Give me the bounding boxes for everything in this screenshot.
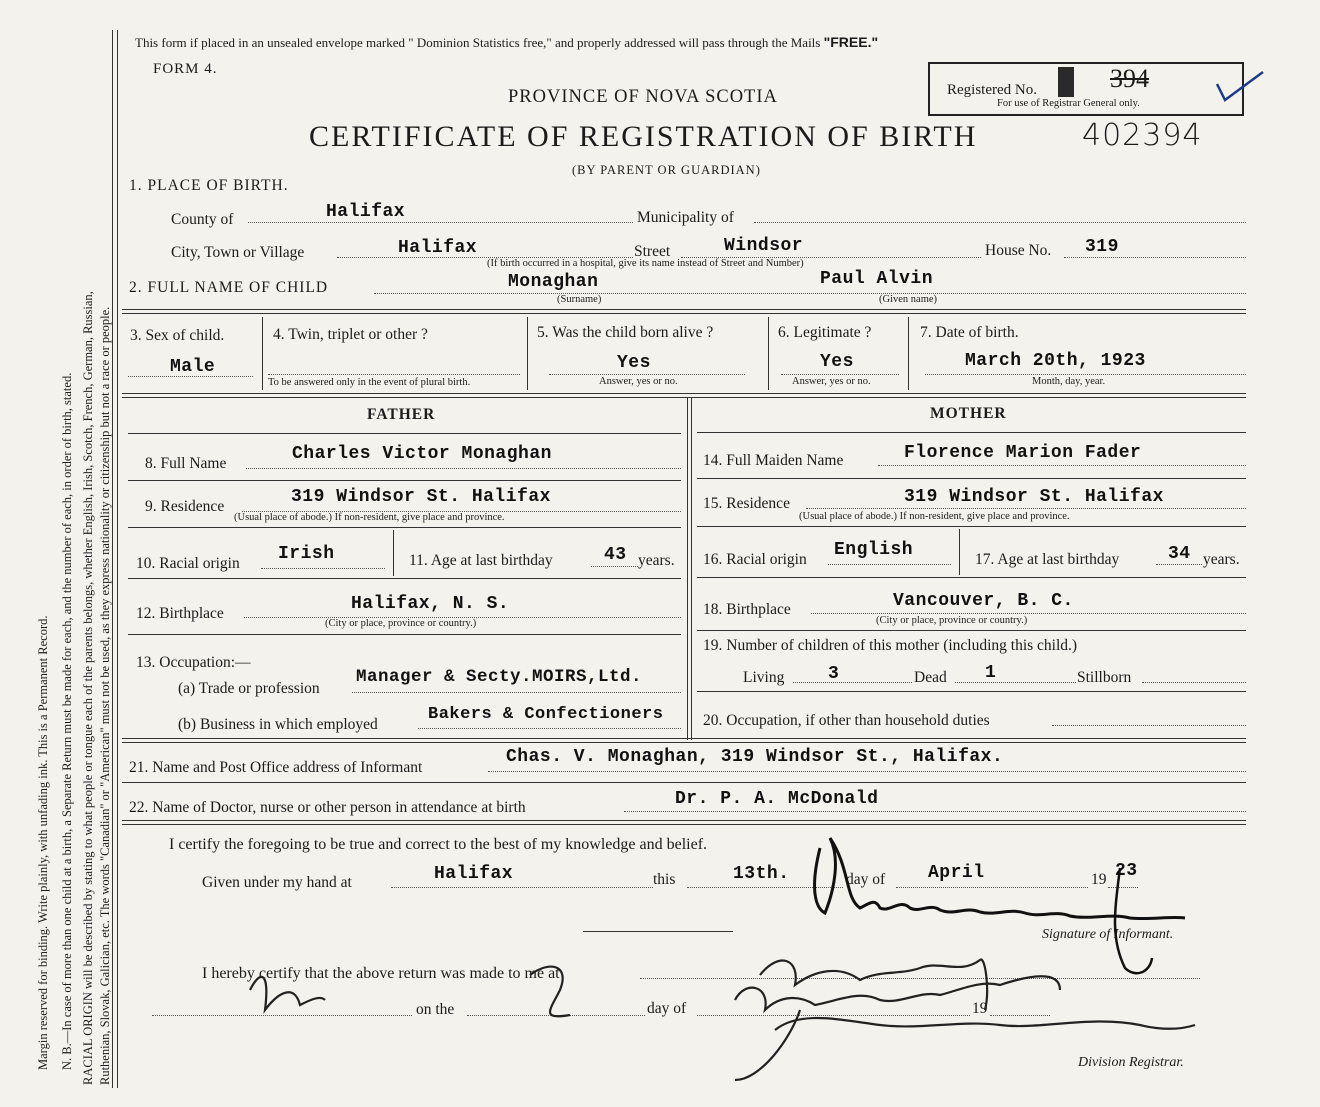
year-prefix: 19 [1091,871,1107,888]
house-number-label: House No. [985,242,1052,259]
mother-row-rule [697,691,1246,692]
informant-label: 21. Name and Post Office address of Informant [129,759,423,776]
mother-birthplace-value: Vancouver, B. C. [893,591,1074,611]
father-business-label: (b) Business in which employed [178,716,378,733]
mother-name-line [878,465,1246,466]
mail-free: "FREE." [823,34,879,50]
father-trade-label: (a) Trade or profession [178,680,320,697]
stillborn-label: Stillborn [1077,669,1132,686]
city-value: Halifax [398,238,478,258]
section-divider [122,738,1246,743]
registered-note: For use of Registrar General only. [997,98,1140,109]
mother-row-rule [697,478,1246,479]
children-count-label: 19. Number of children of this mother (including this child.) [703,637,1078,654]
legitimate-label: 6. Legitimate ? [778,324,872,341]
mother-birthplace-label: 18. Birthplace [703,601,791,618]
county-line [248,222,633,223]
house-number-value: 319 [1085,237,1119,257]
father-business-value: Bakers & Confectioners [428,705,664,724]
mother-residence-value: 319 Windsor St. Halifax [904,487,1164,507]
father-age-line [591,566,638,567]
row-divider [262,317,263,390]
father-heading: FATHER [367,406,436,423]
date-of-birth-hint: Month, day, year. [1032,376,1106,387]
hospital-note: (If birth occurred in a hospital, give its name instead of Street and Number) [487,258,804,269]
father-row-rule [128,578,681,579]
month-value: April [928,863,985,883]
mother-race-divider [959,529,960,575]
row-divider [768,317,769,390]
check-mark-icon [1215,68,1267,104]
sex-value: Male [170,357,216,377]
mother-birthplace-hint: (City or place, province or country.) [876,615,1028,626]
mother-residence-hint: (Usual place of abode.) If non-resident, give place and province. [799,511,1070,522]
father-residence-label: 9. Residence [145,498,225,515]
mother-row-rule [697,630,1246,631]
mother-occupation-label: 20. Occupation, if other than household duties [703,712,990,729]
mother-race-line [828,564,951,565]
living-label: Living [743,669,785,686]
county-label: County of [171,211,234,228]
father-race-value: Irish [278,544,335,564]
given-place-line [391,887,653,888]
father-age-value: 43 [604,545,627,565]
mother-age-unit: years. [1203,551,1240,568]
father-residence-hint: (Usual place of abode.) If non-resident, give place and province. [234,512,505,523]
registrar-on-the-label: on the [416,1001,455,1018]
mother-row-rule [697,526,1246,527]
county-value: Halifax [326,202,406,222]
dead-value: 1 [985,663,997,683]
parents-column-divider [687,398,688,740]
division-registrar-label: Division Registrar. [1078,1055,1184,1070]
registered-stamp [1058,67,1074,97]
father-birthplace-hint: (City or place, province or country.) [325,618,477,629]
father-residence-value: 319 Windsor St. Halifax [291,487,551,507]
binding-margin-line-2 [117,30,118,1088]
place-of-birth-heading: 1. PLACE OF BIRTH. [129,177,289,194]
given-under-hand-label: Given under my hand at [202,874,352,891]
father-age-unit: years. [638,552,675,569]
father-occupation-label: 13. Occupation:— [136,654,251,671]
certificate-title: CERTIFICATE OF REGISTRATION OF BIRTH [309,120,978,153]
informant-rule [122,782,1246,783]
mail-notice-text: This form if placed in an unsealed envelope marked " Dominion Statistics free," and properly addressed will pass through the Mails [135,35,821,50]
street-label: Street [634,243,671,260]
this-label: this [653,871,676,888]
father-trade-value: Manager & Secty.MOIRS,Ltd. [356,667,643,687]
mother-occupation-line [1052,725,1246,726]
year-value: 23 [1115,861,1138,881]
registrar-year-prefix: 19 [972,1000,988,1017]
father-race-line [261,568,385,569]
born-alive-value: Yes [617,353,651,373]
section-divider [122,309,1246,314]
mother-name-label: 14. Full Maiden Name [703,452,844,469]
municipality-line [754,222,1246,223]
certificate-subtitle: (BY PARENT OR GUARDIAN) [572,163,761,177]
legitimate-line [781,374,899,375]
mother-race-value: English [834,540,914,560]
margin-note-racial-origin: RACIAL ORIGIN will be described by stating to what people or tongue each of the parents belongs, whether English, Irish, Scotch, French, German, Russian, [81,291,95,1085]
house-number-line [1064,257,1246,258]
section-divider [122,393,1246,398]
father-birthplace-value: Halifax, N. S. [351,594,510,614]
certify-text: I certify the foregoing to be true and correct to the best of my knowledge and belief. [169,836,708,853]
father-race-label: 10. Racial origin [136,555,240,572]
row-divider [908,317,909,390]
mother-race-label: 16. Racial origin [703,551,807,568]
living-value: 3 [828,664,840,684]
twin-line [268,374,520,375]
street-value: Windsor [724,236,804,256]
registered-value: 394 [1110,64,1149,93]
province-heading: PROVINCE OF NOVA SCOTIA [508,87,778,107]
father-trade-line [352,692,681,693]
handwritten-certificate-number: 402394 [1082,118,1203,153]
informant-line [488,771,1246,772]
section-divider [122,820,1246,825]
child-name-line [374,293,1246,294]
registrar-handwriting [240,930,1200,1090]
father-business-line [418,728,681,729]
mother-age-line [1156,564,1202,565]
father-row-rule [128,480,681,481]
registered-label: Registered No. [947,82,1037,98]
registrar-certify-text: I hereby certify that the above return was made to me at [202,965,560,982]
father-row-rule [128,634,681,635]
child-given-name-value: Paul Alvin [820,269,934,289]
child-surname-value: Monaghan [508,272,599,292]
mother-heading: MOTHER [930,405,1007,422]
form-number: FORM 4. [153,61,218,77]
dead-label: Dead [914,669,947,686]
born-alive-hint: Answer, yes or no. [599,376,678,387]
doctor-line [624,811,1246,812]
date-of-birth-value: March 20th, 1923 [965,351,1146,371]
father-row-rule [128,527,681,528]
twin-label: 4. Twin, triplet or other ? [273,326,428,343]
father-name-label: 8. Full Name [145,455,227,472]
father-birthplace-label: 12. Birthplace [136,605,224,622]
mother-residence-line [806,508,1246,509]
mother-residence-label: 15. Residence [703,495,790,512]
given-place-value: Halifax [434,864,514,884]
doctor-label: 22. Name of Doctor, nurse or other person in attendance at birth [129,799,526,816]
legitimate-value: Yes [820,352,854,372]
mother-birthplace-line [811,613,1246,614]
margin-note-racial-origin-2: Ruthenian, Slovak, Galician, etc. The words "Canadian" or "American" must not be used, as they express nationality or citizenship but not a race or people. [98,306,112,1085]
registrar-day-of-label: day of [647,1000,687,1017]
doctor-value: Dr. P. A. McDonald [675,789,879,809]
legitimate-hint: Answer, yes or no. [792,376,871,387]
municipality-label: Municipality of [637,209,734,226]
father-name-value: Charles Victor Monaghan [292,444,552,464]
date-of-birth-line [925,374,1246,375]
child-name-label: 2. FULL NAME OF CHILD [129,279,329,296]
twin-hint: To be answered only in the event of plural birth. [268,377,471,388]
father-heading-rule [128,433,681,434]
mail-notice [135,34,878,51]
stillborn-line [1142,682,1246,683]
mother-age-value: 34 [1168,544,1191,564]
sex-label: 3. Sex of child. [130,327,225,344]
margin-note-plural-birth: N. B.—In case of more than one child at a birth, a Separate Return must be made for each, and the number of each, in order of birth, stated. [60,372,74,1070]
father-race-divider [393,530,394,576]
day-value: 13th. [733,864,790,884]
father-name-line [246,468,681,469]
surname-hint: (Surname) [557,294,602,305]
day-of-label: day of [846,871,886,888]
born-alive-label: 5. Was the child born alive ? [537,324,714,341]
mother-row-rule [697,577,1246,578]
informant-value: Chas. V. Monaghan, 319 Windsor St., Halifax. [506,747,1004,767]
mother-name-value: Florence Marion Fader [904,443,1142,463]
parents-column-divider-2 [691,398,692,740]
city-label: City, Town or Village [171,244,305,261]
margin-note-binding: Margin reserved for binding. Write plainly, with unfading ink. This is a Permanent Record. [36,615,50,1070]
born-alive-line [549,374,745,375]
given-name-hint: (Given name) [879,294,938,305]
signature-of-informant-label: Signature of Informant. [1042,927,1174,942]
mother-age-label: 17. Age at last birthday [975,551,1120,568]
date-of-birth-label: 7. Date of birth. [920,324,1019,341]
living-line [793,682,912,683]
dead-line [955,682,1076,683]
father-age-label: 11. Age at last birthday [409,552,553,569]
mother-heading-rule [697,432,1246,433]
row-divider [527,317,528,390]
